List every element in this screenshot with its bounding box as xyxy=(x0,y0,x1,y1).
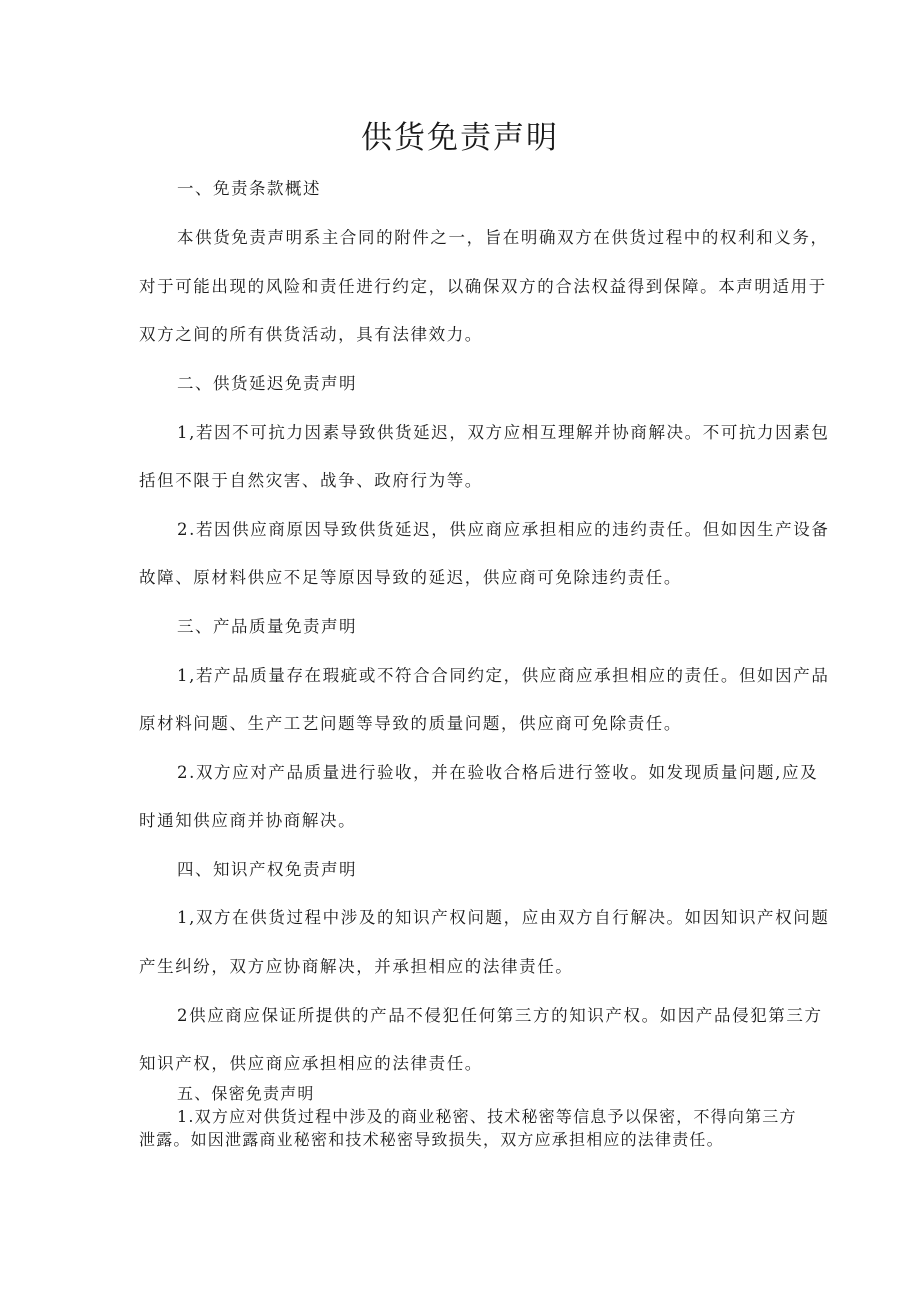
paragraph-line: 本供货免责声明系主合同的附件之一，旨在明确双方在供货过程中的权利和义务， xyxy=(177,228,829,247)
paragraph-line: 2供应商应保证所提供的产品不侵犯任何第三方的知识产权。如因产品侵犯第三方 xyxy=(177,1006,823,1025)
paragraph-line: 故障、原材料供应不足等原因导致的延迟，供应商可免除违约责任。 xyxy=(139,568,682,587)
paragraph-line: 产生纠纷，双方应协商解决，并承担相应的法律责任。 xyxy=(139,957,574,976)
paragraph-line: 2.若因供应商原因导致供货延迟，供应商应承担相应的违约责任。但如因生产设备 xyxy=(177,520,830,539)
section-heading-1: 一、免责条款概述 xyxy=(177,179,321,198)
section-heading-3: 三、产品质量免责声明 xyxy=(177,617,357,636)
paragraph-line: 时通知供应商并协商解决。 xyxy=(139,811,357,830)
paragraph-line: 1.双方应对供货过程中涉及的商业秘密、技术秘密等信息予以保密，不得向第三方 xyxy=(177,1107,797,1126)
paragraph-line: 泄露。如因泄露商业秘密和技术秘密导致损失，双方应承担相应的法律责任。 xyxy=(139,1130,724,1149)
page-title: 供货免责声明 xyxy=(361,120,559,156)
paragraph-line: 双方之间的所有供货活动，具有法律效力。 xyxy=(139,325,483,344)
section-heading-4: 四、知识产权免责声明 xyxy=(177,860,357,879)
paragraph-line: 1,若因不可抗力因素导致供货延迟，双方应相互理解并协商解决。不可抗力因素包 xyxy=(177,423,830,442)
paragraph-line: 2.双方应对产品质量进行验收，并在验收合格后进行签收。如发现质量问题,应及 xyxy=(177,763,819,782)
section-heading-5: 五、保密免责声明 xyxy=(177,1084,315,1103)
section-heading-2: 二、供货延迟免责声明 xyxy=(177,374,357,393)
paragraph-line: 知识产权，供应商应承担相应的法律责任。 xyxy=(139,1054,483,1073)
paragraph-line: 括但不限于自然灾害、战争、政府行为等。 xyxy=(139,471,483,490)
paragraph-line: 1,双方在供货过程中涉及的知识产权问题，应由双方自行解决。如因知识产权问题 xyxy=(177,908,830,927)
paragraph-line: 原材料问题、生产工艺问题等导致的质量问题，供应商可免除责任。 xyxy=(139,714,682,733)
paragraph-line: 对于可能出现的风险和责任进行约定，以确保双方的合法权益得到保障。本声明适用于 xyxy=(139,277,827,296)
paragraph-line: 1,若产品质量存在瑕疵或不符合合同约定，供应商应承担相应的责任。但如因产品 xyxy=(177,666,830,685)
